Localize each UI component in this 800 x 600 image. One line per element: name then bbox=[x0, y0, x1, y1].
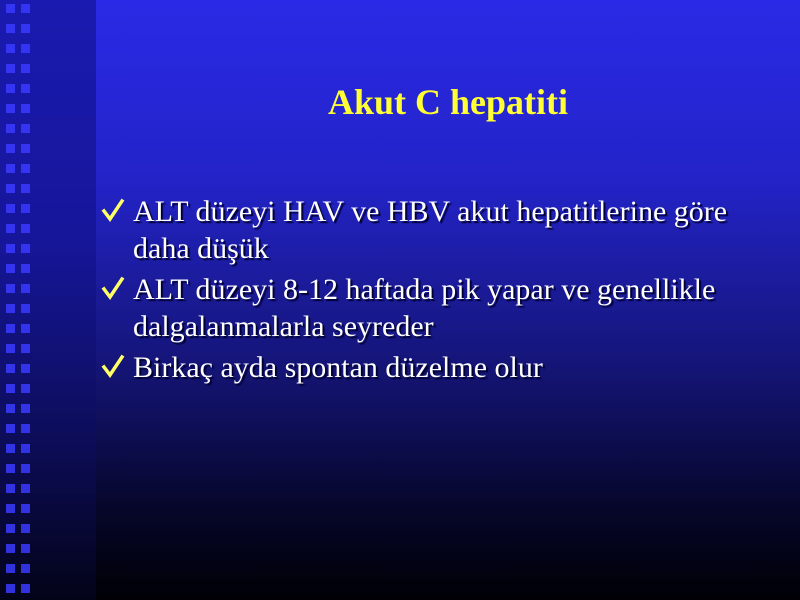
decorative-square bbox=[6, 304, 15, 313]
decorative-square bbox=[6, 444, 15, 453]
decorative-square-row bbox=[6, 24, 30, 36]
decorative-square-row bbox=[6, 404, 30, 416]
decorative-square-row bbox=[6, 184, 30, 196]
decorative-side-strip bbox=[0, 0, 96, 600]
decorative-square bbox=[6, 284, 15, 293]
decorative-square bbox=[21, 564, 30, 573]
decorative-square-row bbox=[6, 384, 30, 396]
decorative-square bbox=[21, 124, 30, 133]
decorative-square bbox=[6, 544, 15, 553]
decorative-square bbox=[21, 304, 30, 313]
decorative-square bbox=[6, 44, 15, 53]
checkmark-icon bbox=[100, 349, 128, 386]
decorative-square-row bbox=[6, 504, 30, 516]
bullet-text: ALT düzeyi 8-12 haftada pik yapar ve genellikle dalgalanmalarla seyreder bbox=[133, 273, 716, 343]
decorative-square-row bbox=[6, 124, 30, 136]
decorative-square bbox=[6, 224, 15, 233]
decorative-square bbox=[21, 324, 30, 333]
decorative-square-row bbox=[6, 484, 30, 496]
bullet-item bbox=[100, 193, 790, 267]
decorative-square-row bbox=[6, 584, 30, 596]
decorative-square-row bbox=[6, 224, 30, 236]
decorative-square bbox=[6, 264, 15, 273]
bullet-text: ALT düzeyi HAV ve HBV akut hepatitlerine göre daha düşük bbox=[133, 195, 728, 265]
decorative-square-row bbox=[6, 344, 30, 356]
decorative-square-row bbox=[6, 464, 30, 476]
checkmark-icon bbox=[100, 193, 128, 230]
decorative-square bbox=[6, 524, 15, 533]
decorative-square bbox=[21, 244, 30, 253]
decorative-square bbox=[21, 4, 30, 13]
decorative-square-row bbox=[6, 304, 30, 316]
decorative-square bbox=[21, 224, 30, 233]
decorative-square bbox=[21, 144, 30, 153]
decorative-square bbox=[21, 484, 30, 493]
decorative-square bbox=[21, 444, 30, 453]
decorative-square-row bbox=[6, 204, 30, 216]
decorative-square bbox=[21, 584, 30, 593]
decorative-square bbox=[21, 404, 30, 413]
decorative-square-row bbox=[6, 264, 30, 276]
decorative-square bbox=[6, 24, 15, 33]
decorative-square bbox=[21, 24, 30, 33]
decorative-square-row bbox=[6, 544, 30, 556]
decorative-square bbox=[6, 244, 15, 253]
decorative-square bbox=[6, 404, 15, 413]
decorative-square bbox=[21, 384, 30, 393]
decorative-square-row bbox=[6, 324, 30, 336]
decorative-square-row bbox=[6, 424, 30, 436]
decorative-square-row bbox=[6, 64, 30, 76]
bullet-item bbox=[100, 349, 790, 386]
decorative-square-row bbox=[6, 244, 30, 256]
decorative-square bbox=[21, 84, 30, 93]
decorative-square bbox=[21, 44, 30, 53]
decorative-square bbox=[21, 264, 30, 273]
decorative-square bbox=[21, 364, 30, 373]
decorative-square bbox=[6, 324, 15, 333]
decorative-square bbox=[21, 544, 30, 553]
decorative-square-row bbox=[6, 164, 30, 176]
decorative-square bbox=[21, 504, 30, 513]
decorative-square bbox=[6, 164, 15, 173]
decorative-square bbox=[6, 384, 15, 393]
decorative-square-row bbox=[6, 524, 30, 536]
decorative-square bbox=[6, 424, 15, 433]
bullet-item bbox=[100, 271, 790, 345]
decorative-square-pattern bbox=[6, 4, 30, 600]
decorative-square bbox=[6, 124, 15, 133]
decorative-square-row bbox=[6, 364, 30, 376]
decorative-square bbox=[21, 344, 30, 353]
decorative-square-row bbox=[6, 44, 30, 56]
decorative-square bbox=[6, 184, 15, 193]
decorative-square bbox=[21, 464, 30, 473]
decorative-square bbox=[6, 64, 15, 73]
decorative-square bbox=[6, 364, 15, 373]
decorative-square bbox=[21, 164, 30, 173]
decorative-square bbox=[21, 204, 30, 213]
decorative-square bbox=[21, 524, 30, 533]
decorative-square bbox=[21, 184, 30, 193]
decorative-square bbox=[6, 584, 15, 593]
decorative-square bbox=[6, 4, 15, 13]
decorative-square bbox=[6, 504, 15, 513]
decorative-square bbox=[21, 424, 30, 433]
decorative-square bbox=[21, 284, 30, 293]
decorative-square bbox=[6, 484, 15, 493]
decorative-square bbox=[6, 464, 15, 473]
decorative-square bbox=[6, 204, 15, 213]
checkmark-icon bbox=[100, 271, 128, 308]
decorative-square-row bbox=[6, 104, 30, 116]
decorative-square bbox=[6, 564, 15, 573]
slide-title: Akut C hepatiti bbox=[327, 82, 569, 122]
decorative-square bbox=[21, 64, 30, 73]
decorative-square bbox=[6, 104, 15, 113]
decorative-square-row bbox=[6, 444, 30, 456]
decorative-square bbox=[6, 344, 15, 353]
decorative-square-row bbox=[6, 564, 30, 576]
decorative-square-row bbox=[6, 144, 30, 156]
decorative-square-row bbox=[6, 84, 30, 96]
decorative-square bbox=[6, 84, 15, 93]
decorative-square bbox=[6, 144, 15, 153]
decorative-square-row bbox=[6, 4, 30, 16]
bullet-list bbox=[100, 193, 790, 390]
decorative-square-row bbox=[6, 284, 30, 296]
bullet-text: Birkaç ayda spontan düzelme olur bbox=[133, 351, 543, 384]
decorative-square bbox=[21, 104, 30, 113]
